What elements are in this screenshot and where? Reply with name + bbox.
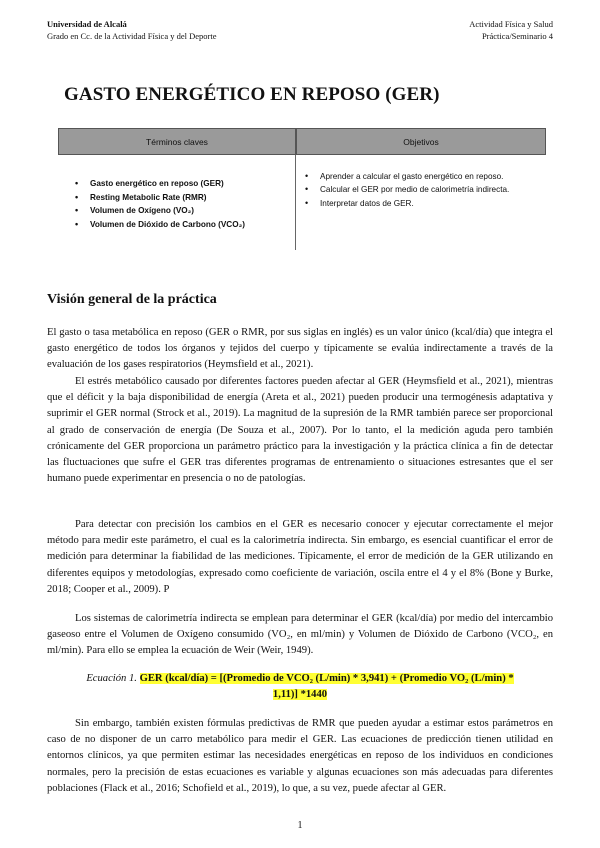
list-item: • Aprender a calcular el gasto energético en reposo. (301, 170, 516, 183)
paragraph-3: Para detectar con precisión los cambios en el GER es necesario conocer y ejecutar correctamente el mejor método para medir este parámetro, el cual es la calorimetría indirecta. Sin embargo, es esencial cuantificar el error de medición para determinar la fiabilidad de las mediciones. Típicamente, el error de medición de la GER utilizando en diferentes equipos y metodologías, expresado como coeficiente de variación, oscila entre el 4 y el 8% (Bone y Burke, 2018; Cooper et al., 2009). P (47, 519, 553, 595)
equation-label: Ecuación 1. (86, 673, 137, 684)
equation-formula-line1: GER (kcal/día) = [(Promedio de VCO₂ (L/min) * 3,941) + (Promedio VO₂ (L/min) * (139, 673, 514, 684)
equation-formula-line2: 1,11)] *1440 (272, 689, 328, 700)
objectives-list (301, 170, 516, 210)
objectives-column-header: Objetivos (296, 128, 546, 155)
terms-cell (58, 155, 296, 250)
header-left (47, 18, 216, 42)
list-item: • Volumen de Dióxido de Carbono (VCO₂) (71, 218, 245, 232)
degree-name: Grado en Cc. de la Actividad Física y del Deporte (47, 31, 217, 41)
page-number: 1 (297, 820, 303, 831)
list-item: • Volumen de Oxígeno (VO₂) (71, 204, 245, 218)
header-right (469, 18, 553, 42)
subject-name: Actividad Física y Salud (469, 19, 553, 29)
list-item: • Interpretar datos de GER. (301, 197, 516, 210)
list-item: • Calcular el GER por medio de calorimetría indirecta. (301, 183, 516, 196)
paragraph-4: Los sistemas de calorimetría indirecta se emplean para determinar el GER (kcal/día) por medio del intercambio gaseoso entre el Volumen de Oxígeno consumido (VO₂, en ml/min) y Volumen de Dióxido de Carbono (VCO₂, en ml/min). Para ello se emplea la ecuación de Weir (Weir, 1949). (47, 613, 553, 657)
terms-column-header: Términos claves (58, 128, 296, 155)
key-terms-table (58, 128, 546, 250)
equation-1 (47, 671, 553, 703)
paragraph-1: El gasto o tasa metabólica en reposo (GER o RMR, por sus siglas en inglés) es un valor único (kcal/día) que integra el gasto energético de todos los órganos y tejidos del cuerpo y típicamente se evalúa indirectamente a través de la evaluación de los gases respiratorios (Heymsfield et al., 2021). (47, 327, 553, 371)
list-item: • Gasto energético en reposo (GER) (71, 177, 245, 191)
terms-list (71, 177, 245, 231)
paragraph-2: El estrés metabólico causado por diferentes factores pueden afectar al GER (Heymsfield et al., 2021), mientras que el déficit y la baja disponibilidad de energía (Areta et al., 2021) pueden producir una termogénesis adaptativa y suprimir el GER normal (Strock et al., 2019). La magnitud de la supresión de la RMR también parece ser proporcional al grado de conservación de energía (De Souza et al., 2007). Por lo tanto, el la medición aguda pero también crónicamente del GER proporciona un parámetro práctico para la investigación y la práctica clínica a fin de detectar las fluctuaciones que sufre el GER tras diferentes programas de entrenamiento o situaciones estresantes que el ser humano puede experimentar en presencia o no de patologías. (47, 376, 553, 485)
section-heading: Visión general de la práctica (47, 292, 217, 307)
session-name: Práctica/Seminario 4 (481, 31, 553, 41)
page-title: GASTO ENERGÉTICO EN REPOSO (GER) (64, 84, 440, 105)
paragraph-5: Sin embargo, también existen fórmulas predictivas de RMR que pueden ayudar a estimar estos parámetros en caso de no disponer de un carro metabólico para medir el GER. Las ecuaciones de predicción tienen utilidad en entornos clínicos, ya que permiten estimar las necesidades energéticas en reposo de los individuos en condiciones normales, pero la precisión de estas ecuaciones es variable y algunas ecuaciones son más adecuadas para diferentes poblaciones (Flack et al., 2016; Schofield et al., 2019), lo que, a su vez, puede afectar al GER. (47, 718, 553, 794)
objectives-cell (296, 155, 546, 250)
list-item: • Resting Metabolic Rate (RMR) (71, 191, 245, 205)
university-name: Universidad de Alcalá (47, 19, 127, 29)
